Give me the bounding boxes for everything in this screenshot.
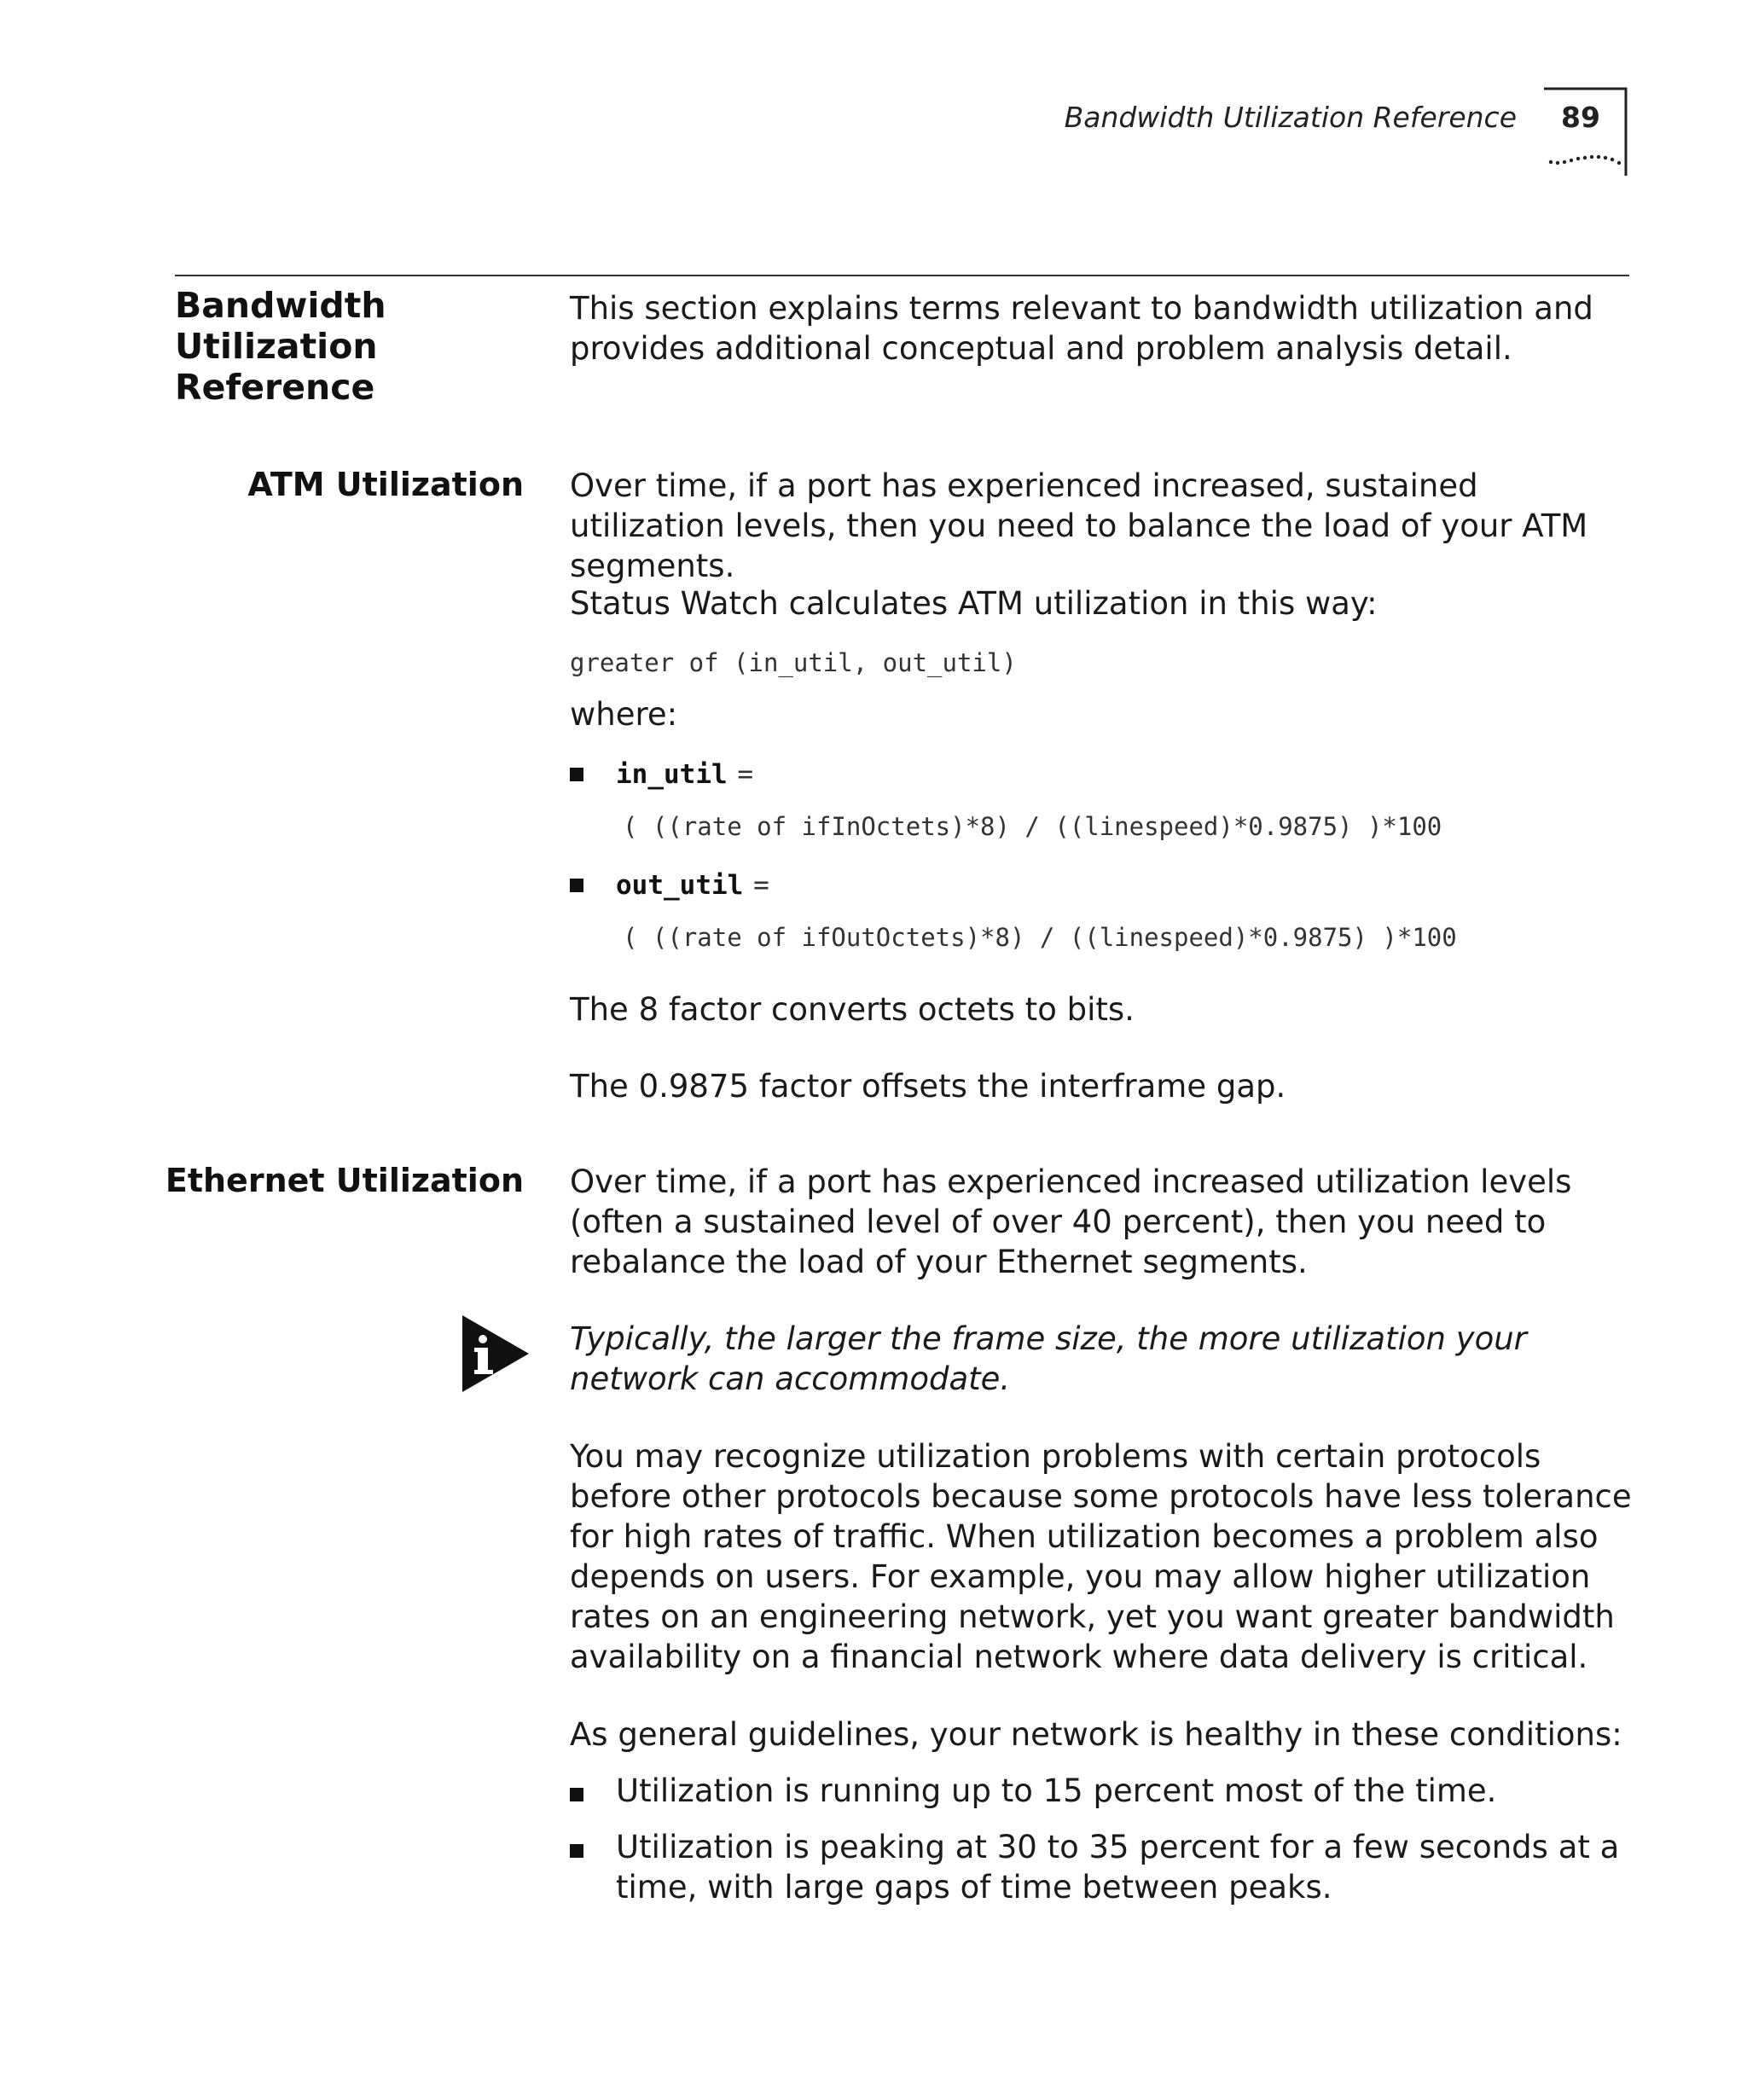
out-util-formula: ( ((rate of ifOutOctets)*8) / ((linespeed)*0.9875) )*100 [623,923,1457,952]
atm-paragraph-1: Over time, if a port has experienced increased, sustained utilization levels, then you need to balance the load of your ATM segments. [570,467,1588,584]
atm-paragraph-4: The 0.9875 factor offsets the interframe gap. [570,1068,1286,1105]
bullet-marker [570,879,583,892]
in-util-term: in_util [616,759,728,790]
in-util-formula: ( ((rate of ifInOctets)*8) / ((linespeed)*0.9875) )*100 [623,812,1442,841]
bullet-marker [570,768,583,781]
section-title-line: Bandwidth [175,285,386,326]
guideline-bullet-2: Utilization is peaking at 30 to 35 percent for a few seconds at a time, with large gaps of time between peaks. [616,1829,1620,1906]
guideline-bullet-1: Utilization is running up to 15 percent most of the time. [616,1772,1497,1809]
out-util-equals: = [753,870,769,901]
info-note-icon [461,1314,531,1394]
info-note-text: Typically, the larger the frame size, the more utilization your network can accommodate. [570,1320,1527,1397]
in-util-equals: = [737,759,754,790]
out-util-term: out_util [616,870,744,901]
bullet-marker [570,1844,583,1858]
atm-heading: ATM Utilization [247,466,524,503]
section-title [175,285,533,408]
section-rule [175,275,1629,276]
section-title-line: Utilization [175,326,378,367]
ethernet-paragraph-1: Over time, if a port has experienced increased utilization levels (often a sustained level of over 40 percent), then you need to rebalance the load of your Ethernet segments. [570,1163,1572,1280]
section-intro: This section explains terms relevant to bandwidth utilization and provides additional conceptual and problem analysis detail. [570,290,1593,367]
atm-where: where: [570,696,678,733]
page-number: 89 [1561,101,1600,134]
section-title-line: Reference [175,367,375,408]
page-corner-decoration [1544,87,1629,181]
atm-formula: greater of (in_util, out_util) [570,648,1017,677]
running-head-title: Bandwidth Utilization Reference [1064,101,1517,134]
bullet-marker [570,1788,583,1801]
ethernet-heading: Ethernet Utilization [165,1162,524,1199]
ethernet-paragraph-3: As general guidelines, your network is healthy in these conditions: [570,1716,1622,1753]
ethernet-paragraph-2: You may recognize utilization problems with certain protocols before other protocols because some protocols have less tolerance for high rates of traffic. When utilization becomes a problem also depends on users. For example, you may allow higher utilization rates on an engineering network, yet you want greater bandwidth availability on a financial network where data delivery is critical. [570,1438,1632,1675]
atm-paragraph-3: The 8 factor converts octets to bits. [570,991,1135,1028]
in-util-definition [616,752,1631,795]
atm-paragraph-2: Status Watch calculates ATM utilization in this way: [570,585,1378,622]
out-util-definition [616,863,1631,906]
